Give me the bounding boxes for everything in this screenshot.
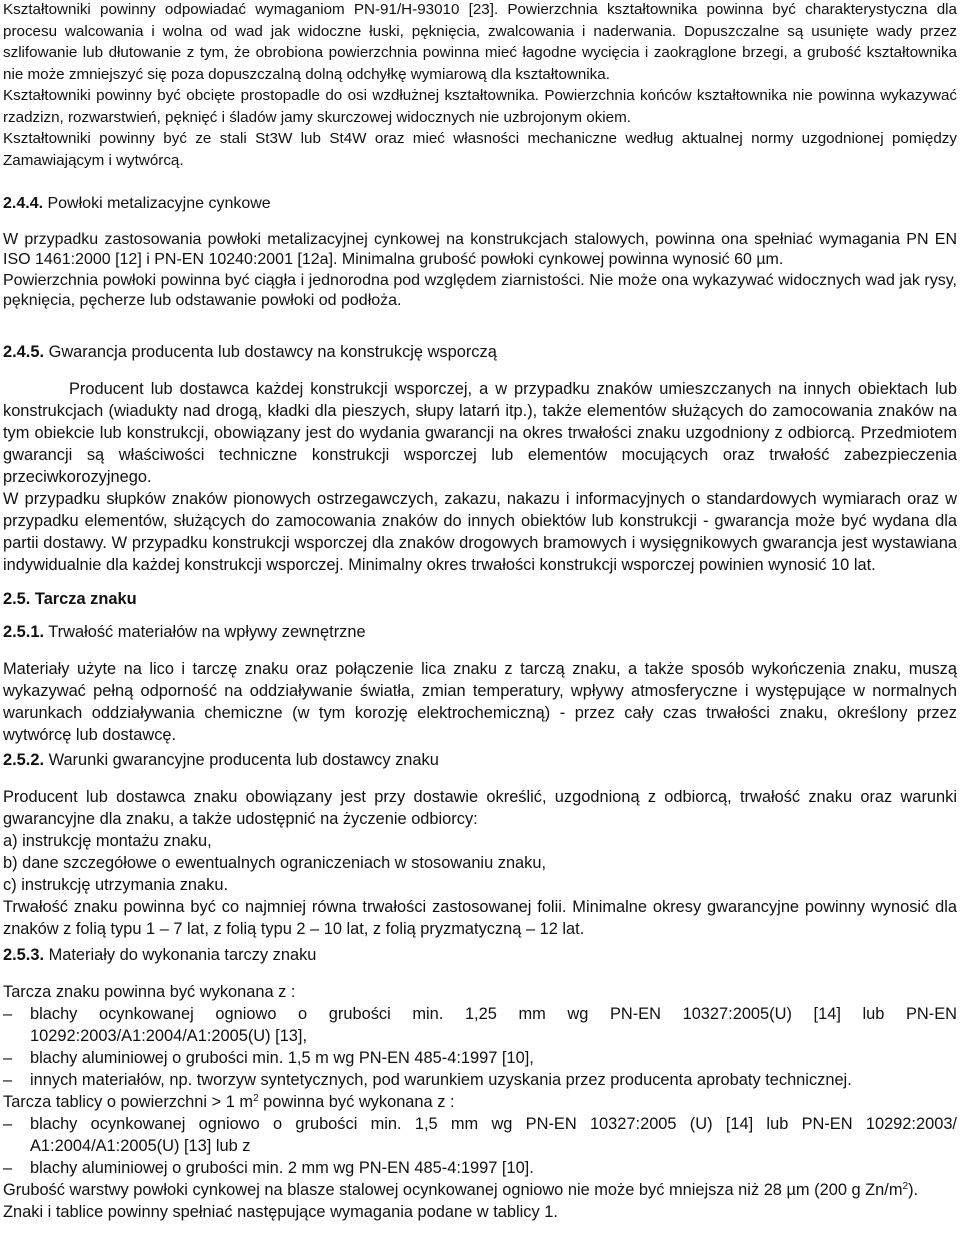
section-number: 2.4.4.	[3, 195, 44, 212]
section-heading	[3, 944, 957, 966]
section-title: Materiały do wykonania tarczy znaku	[48, 946, 317, 964]
section-2-5-1	[3, 621, 957, 746]
dash-bullet: –	[3, 1159, 13, 1177]
section-heading	[3, 341, 957, 363]
list-item: a) instrukcję montażu znaku,	[3, 832, 212, 850]
section-number: 2.4.5.	[3, 343, 45, 361]
list-item-text: blachy ocynkowanej ogniowo o grubości min. 1,25 mm wg PN-EN 10327:2005(U) [14] lub PN-EN 10292:2003/A1:2004/A1:2005(U) [13],	[30, 1005, 957, 1045]
superscript: 2	[902, 1181, 909, 1192]
list-item	[3, 1069, 957, 1091]
paragraph-text: powinna być wykonana z :	[258, 1093, 455, 1111]
section-number: 2.5.3.	[3, 946, 45, 964]
list-item-text: blachy aluminiowej o grubości min. 2 mm wg PN-EN 485-4:1997 [10].	[30, 1159, 534, 1177]
section-2-5-2	[3, 749, 957, 940]
dash-list	[3, 1003, 957, 1091]
paragraph: Trwałość znaku powinna być co najmniej równa trwałości zastosowanej folii. Minimalne okresy gwarancyjne powinny wynosić dla znaków z folią typu 1 – 7 lat, z folią typu 2 – 10 lat, z folią pryzmatyczną – 12 lat.	[3, 898, 957, 938]
paragraph: Producent lub dostawca każdej konstrukcji wsporczej, a w przypadku znaków umieszczanych na innych obiektach lub konstrukcjach (wiadukty nad drogą, kładki dla pieszych, słupy latarń itp.), także elementów służących do zamocowania znaków na tym obiekcie lub konstrukcji, obowiązany jest do wydania gwarancji na okres trwałości znaku uzgodniony z odbiorcą. Przedmiotem gwarancji są właściwości techniczne konstrukcji wsporczej lub elementów mocujących oraz trwałość zabezpieczenia przeciwkorozyjnego.	[3, 380, 957, 486]
dash-bullet: –	[3, 1005, 13, 1023]
section-title: Warunki gwarancyjne producenta lub dostawcy znaku	[48, 751, 439, 769]
section-2-4-5	[3, 341, 957, 576]
paragraph: Powierzchnia powłoki powinna być ciągła i jednorodna pod względem ziarnistości. Nie może ona wykazywać widocznych wad jak rysy, pęknięcia, pęcherze lub odstawanie powłoki od podłoża.	[3, 271, 957, 309]
superscript: 2	[253, 1093, 259, 1104]
paragraph: Materiały użyte na lico i tarczę znaku oraz połączenie lica znaku z tarczą znaku, a także sposób wykończenia znaku, muszą wykazywać pełną odporność na oddziaływanie światła, zmian temperatury, wpływy atmosferyczne i występujące w normalnych warunkach oddziaływania chemiczne (w tym korozję elektrochemiczną) - przez cały czas trwałości znaku, określony przez wytwórcę lub dostawcę.	[3, 660, 957, 744]
list-item: c) instrukcję utrzymania znaku.	[3, 876, 228, 894]
paragraph: Kształtowniki powinny być ze stali St3W lub St4W oraz mieć własności mechaniczne według aktualnej normy uzgodnionej pomiędzy Zamawiającym i wytwórcą.	[3, 130, 957, 169]
dash-bullet: –	[3, 1071, 13, 1089]
paragraph-text: Grubość warstwy powłoki cynkowej na blasze stalowej ocynkowanej ogniowo nie może być mniejsza niż 28	[3, 1181, 787, 1199]
paragraph: Kształtowniki powinny odpowiadać wymaganiom PN-91/H-93010 [23]. Powierzchnia kształtownika powinna być charakterystyczna dla procesu walcowania i wolna od wad jak widoczne łuski, pęknięcia, zwalcowania i naderwania. Dopuszczalne są usunięte wady przez szlifowanie lub dłutowanie z tym, że obrobiona powierzchnia powinna mieć łagodne wycięcia i zaokrąglone brzegi, a grubość kształtownika nie może zmniejszyć się poza dopuszczalną dolną odchyłkę wymiarową dla kształtownika.	[3, 1, 957, 83]
section-profiles	[3, 0, 957, 171]
dash-bullet: –	[3, 1049, 13, 1067]
paragraph: Producent lub dostawca znaku obowiązany jest przy dostawie określić, uzgodnioną z odbiorcą, trwałość znaku oraz warunki gwarancyjne dla znaku, a także udostępnić na życzenie odbiorcy:	[3, 788, 957, 828]
section-heading	[3, 621, 957, 643]
paragraph-text: W przypadku zastosowania powłoki metalizacyjnej cynkowej na konstrukcjach stalowych, powinna ona spełniać wymagania PN EN ISO 1461:2000 [12] i PN-EN 10240:2001 [12a]. Minimalna grubość powłoki cynkowej powinna wynosić 60	[3, 230, 957, 268]
paragraph-text: ).	[908, 1181, 919, 1199]
list-item-text: blachy aluminiowej o grubości min. 1,5 m wg PN-EN 485-4:1997 [10],	[30, 1049, 534, 1067]
list-item	[3, 1113, 957, 1157]
list-item	[3, 1047, 957, 1069]
dash-bullet: –	[3, 1115, 13, 1133]
paragraph: Tarcza znaku powinna być wykonana z :	[3, 983, 296, 1001]
section-heading	[3, 749, 957, 771]
section-2-4-4	[3, 194, 957, 312]
list-item	[3, 1157, 957, 1179]
section-heading	[3, 194, 957, 215]
paragraph-text: Tarcza tablicy o powierzchni > 1 m	[3, 1093, 254, 1111]
section-title: Powłoki metalizacyjne cynkowe	[47, 195, 271, 212]
list-item-text: innych materiałów, np. tworzyw syntetycznych, pod warunkiem uzyskania przez producenta aprobaty technicznej.	[30, 1071, 852, 1089]
paragraph: W przypadku słupków znaków pionowych ostrzegawczych, zakazu, nakazu i informacyjnych o standardowych wymiarach oraz w przypadku elementów, służących do zamocowania znaków do innych obiektów lub konstrukcji - gwarancja może być wydana dla partii dostawy. W przypadku konstrukcji wsporczej dla znaków drogowych bramowych i wysięgnikowych gwarancja jest wystawiana indywidualnie dla każdej konstrukcji wsporczej. Minimalny okres trwałości konstrukcji wsporczej powinien wynosić 10 lat.	[3, 490, 957, 574]
section-number: 2.5.2.	[3, 751, 45, 769]
dash-list	[3, 1113, 957, 1179]
section-title: Gwarancja producenta lub dostawcy na konstrukcję wsporczą	[48, 343, 497, 361]
list-item-text: blachy ocynkowanej ogniowo o grubości min. 1,5 mm wg PN-EN 10327:2005 (U) [14] lub PN-EN 10292:2003/ A1:2004/A1:2005(U) [13] lub z	[30, 1115, 957, 1155]
paragraph	[3, 230, 957, 271]
paragraph	[3, 1091, 957, 1113]
paragraph-text: µm (200 g Zn/m	[786, 1181, 903, 1199]
section-2-5	[3, 588, 957, 610]
paragraph: Kształtowniki powinny być obcięte prostopadle do osi wzdłużnej kształtownika. Powierzchnia końców kształtownika nie powinna wykazywać rzadzizn, rozwarstwień, pęknięć i śladów jamy skurczowej widocznych nie uzbrojonym okiem.	[3, 87, 957, 126]
paragraph	[3, 1179, 957, 1201]
list-item: b) dane szczegółowe o ewentualnych ograniczeniach w stosowaniu znaku,	[3, 854, 547, 872]
list-item	[3, 1003, 957, 1047]
section-2-5-3	[3, 944, 957, 1223]
section-number: 2.5.1.	[3, 623, 45, 641]
section-heading: 2.5. Tarcza znaku	[3, 590, 137, 608]
section-title: Trwałość materiałów na wpływy zewnętrzne	[48, 623, 366, 641]
paragraph-text: µm.	[756, 251, 784, 268]
paragraph: Znaki i tablice powinny spełniać następujące wymagania podane w tablicy 1.	[3, 1203, 558, 1221]
